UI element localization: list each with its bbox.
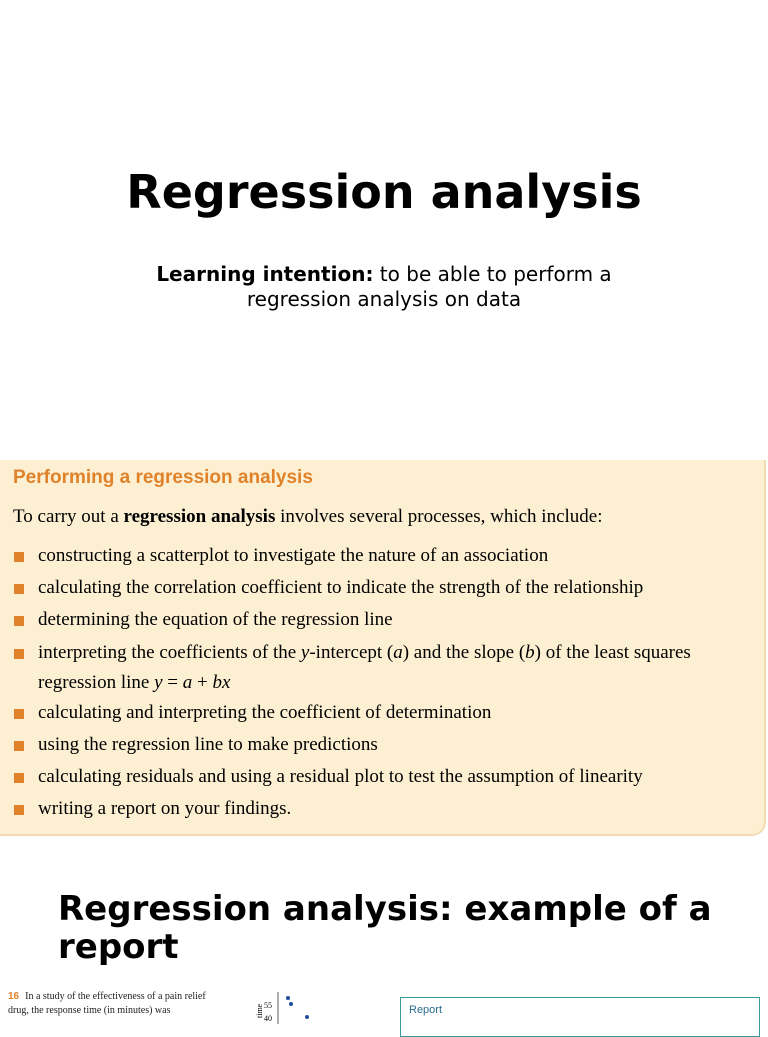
panel-intro: [13, 504, 603, 530]
plot-point: [286, 996, 290, 1000]
italic-a: a: [393, 642, 403, 663]
slide-title: Regression analysis: [126, 165, 642, 219]
mini-scatterplot: [250, 990, 320, 1024]
panel-heading: Performing a regression analysis: [13, 467, 313, 488]
learning-intention-text-2: regression analysis on data: [246, 287, 522, 311]
equation-y: y: [154, 672, 163, 693]
equation-equals: =: [162, 672, 183, 693]
list-item: [38, 762, 758, 792]
list-item-text: ) of the least squares: [534, 642, 691, 663]
list-item-text: interpreting the coefficients of the: [38, 642, 301, 663]
learning-intention: [100, 262, 668, 312]
question-line: drug, the response time (in minutes) was: [8, 1005, 171, 1016]
list-item: [38, 794, 758, 824]
list-item: [38, 605, 758, 635]
bullet-square-icon: [14, 584, 24, 594]
title-slide: [0, 0, 768, 440]
plot-tick: 55: [264, 1001, 272, 1010]
list-item-continuation: [38, 668, 758, 698]
bullet-square-icon: [14, 741, 24, 751]
plot-point: [305, 1015, 309, 1019]
list-item-text: constructing a scatterplot to investigate the nature of an association: [38, 545, 549, 566]
list-item-text: calculating and interpreting the coefficient of determination: [38, 702, 492, 723]
list-item-text: -intercept (: [309, 642, 394, 663]
list-item-text: calculating the correlation coefficient to indicate the strength of the relationship: [38, 577, 644, 598]
list-item: [38, 698, 758, 728]
list-item-text: writing a report on your findings.: [38, 798, 292, 819]
bullet-square-icon: [14, 773, 24, 783]
bullet-square-icon: [14, 709, 24, 719]
bullet-square-icon: [14, 805, 24, 815]
list-item-text: determining the equation of the regression line: [38, 609, 393, 630]
question-line: In a study of the effectiveness of a pain relief: [25, 991, 206, 1002]
plot-point: [289, 1002, 293, 1006]
bullet-square-icon: [14, 649, 24, 659]
list-item-text: ) and the slope (: [402, 642, 526, 663]
list-item: [38, 638, 758, 668]
italic-b: b: [525, 642, 535, 663]
list-item: [38, 573, 758, 603]
list-item: [38, 730, 758, 760]
list-item-text: using the regression line to make predictions: [38, 734, 378, 755]
italic-y: y: [300, 642, 310, 663]
list-item-text: calculating residuals and using a residual plot to test the assumption of linearity: [38, 766, 643, 787]
equation-plus: +: [192, 672, 213, 693]
list-item-text: regression line: [38, 672, 155, 693]
learning-intention-label: Learning intention:: [156, 262, 374, 286]
question-text: [8, 990, 238, 1018]
plot-axis-label: time: [255, 1003, 264, 1018]
bullet-square-icon: [14, 552, 24, 562]
question-number: 16: [8, 991, 20, 1002]
report-label: Report: [409, 1004, 443, 1016]
example-slide-title: Regression analysis: example of a report: [58, 889, 712, 967]
list-item: [38, 541, 758, 571]
panel-intro-pre: To carry out a: [13, 506, 124, 527]
panel-intro-post: involves several processes, which include:: [275, 506, 603, 527]
plot-tick: 40: [264, 1014, 272, 1023]
report-box: [400, 997, 760, 1037]
equation-bx: bx: [212, 672, 231, 693]
panel-intro-bold: regression analysis: [123, 506, 276, 527]
equation-a: a: [182, 672, 193, 693]
bullet-square-icon: [14, 616, 24, 626]
learning-intention-text-1: to be able to perform a: [373, 262, 612, 286]
